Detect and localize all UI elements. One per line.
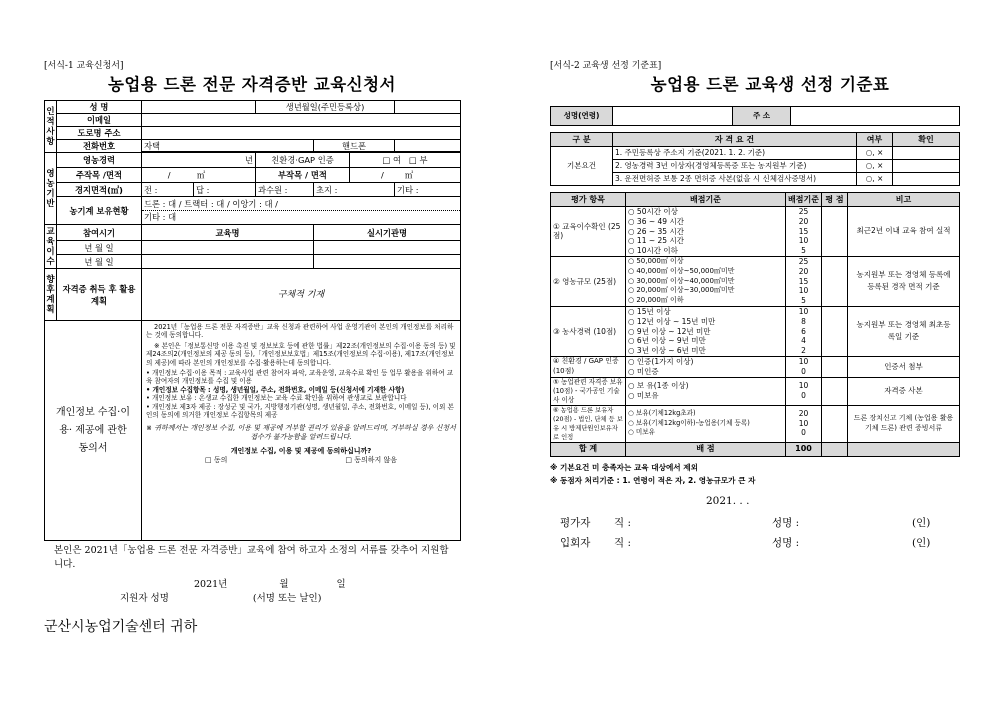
requirement-1-confirm[interactable] [893,147,960,160]
course-label: 교육명 [142,225,314,241]
form2-date: 2021. . . [706,494,750,507]
applicant-info-table [550,106,960,126]
machine-row-1: 드론 : 대 / 트랙터 : 대 / 이앙기 : 대 / [142,198,460,211]
gap-label: 친환경·GAP 인증 [256,153,350,168]
req-header-confirm: 확인 [893,133,960,147]
agency-field-2[interactable] [314,255,461,269]
course-field-2[interactable] [142,255,314,269]
agency-field-1[interactable] [314,241,461,255]
requirement-3: 3. 운전면허증 보통 2종 면허증 사본(없을 시 신체검사증명서) [613,173,857,186]
evaluator-label: 평가자 [560,516,591,529]
evaluator-position[interactable]: 직 : [614,516,632,529]
total-note [848,442,960,456]
requirement-2-check[interactable]: ○, × [857,160,893,173]
career-field[interactable]: 년 [142,153,256,168]
evaluator-name[interactable]: 성명 : [772,516,800,529]
eval-points-2: 25 20 15 10 5 [786,256,822,306]
birth-label: 생년월일(주민등록상) [256,101,395,114]
requirement-1: 1. 주민등록상 주소지 기준(2021. 1. 2. 기준) [613,147,857,160]
email-field[interactable] [142,114,461,127]
requirement-2: 2. 영농경력 3년 이상자(경영체등록증 또는 농지원부 기준) [613,160,857,173]
course-field-1[interactable] [142,241,314,255]
sign-label: (서명 또는 날인) [252,593,322,604]
plan-field[interactable]: 구체적 기재 [142,269,461,321]
sub-crop-field[interactable]: / ㎡ [350,168,461,183]
eval-item-1: ① 교육이수확인 (25점) [551,207,626,257]
attend-date-1[interactable]: 년 월 일 [57,241,142,255]
consent-text [142,321,461,541]
witness-position[interactable]: 직 : [614,536,632,549]
career-label: 영농경력 [57,153,142,168]
application-table [44,100,461,541]
form2-address-field[interactable] [791,107,960,126]
total-eval-score[interactable] [822,442,848,456]
form1-label: [서식-1 교육신청서] [44,61,124,71]
sub-crop-label: 부작목 / 면적 [256,168,350,183]
total-score: 100 [786,442,822,456]
land-label: 경지면적(㎡) [57,183,142,197]
eval-item-4: ④ 친환경 / GAP 인증 (10점) [551,356,626,377]
birth-field[interactable] [395,101,461,114]
eval-header-criteria: 배점기준 [626,193,786,207]
eval-note-2: 농지원부 또는 경영체 등록에 등록된 경작 면적 기준 [848,256,960,306]
application-form [44,60,460,636]
eval-header-points: 배점기준 [786,193,822,207]
date-year: 2021년 [194,579,228,590]
total-label: 합 계 [551,442,626,456]
main-crop-field[interactable]: / ㎡ [142,168,256,183]
requirement-2-confirm[interactable] [893,160,960,173]
name-age-field[interactable] [613,107,733,126]
name-field[interactable] [142,101,256,114]
eval-note-6: 드론 장치신고 기체 (농업용 활용기체 드론) 관련 증빙서류 [848,405,960,442]
consent-bullet-3: • 개인정보 보유 : 온생교 수집한 개인정보는 교육 수료 확인을 위하여 관생교로 보관합니다 [146,394,407,403]
personal-section-label: 인적사항 [45,101,57,153]
attend-label: 참여시기 [57,225,142,241]
eval-score-4[interactable] [822,356,848,377]
consent-question: 개인정보 수집, 이용 및 제공에 동의하십니까? [230,447,372,456]
mobile-field[interactable] [395,140,461,152]
eval-header-score: 평 점 [822,193,848,207]
req-header-status: 여부 [857,133,893,147]
date-month: 월 [279,579,289,590]
eval-item-6: ⑥ 농업용 드론 보유자 (20점) - 법인, 단체 등 보유 시 방제단원인보유자로 인정 [551,405,626,442]
addressee: 군산시농업기술센터 귀하 [44,619,198,635]
consent-bullet-1: • 개인정보 수집·이용 목적 : 교육사업 관련 참여자 파악, 교육운영, 교육수료 확인 등 업무 활용을 위하여 교육 참여자의 개인정보를 수집 및 이용 [146,369,454,386]
eval-criteria-4: ○ 인증(1가지 이상) ○ 미인증 [626,356,786,377]
req-header-category: 구 분 [551,133,613,147]
attend-date-2[interactable]: 년 월 일 [57,255,142,269]
eval-score-2[interactable] [822,256,848,306]
eval-score-6[interactable] [822,405,848,442]
eval-criteria-3: ○ 15년 이상 ○ 12년 이상 ~ 15년 미만 ○ 9년 이상 ~ 12년 미만 ○ 6년 이상 ~ 9년 미만 ○ 3년 이상 ~ 6년 미만 [626,306,786,356]
land-field-etc[interactable]: 기타 : [395,183,461,197]
eval-points-5: 10 0 [786,377,822,405]
farming-section-label: 영농기반 [45,153,57,225]
form1-title: 농업용 드론 전문 자격증반 교육신청서 [107,75,396,94]
phone-label: 전화번호 [57,140,142,153]
machine-row-2: 기타 : 대 [144,211,177,222]
gap-choice[interactable]: □ 여 □ 부 [350,153,461,168]
mobile-label: 핸드폰 [314,140,395,152]
land-field-jeon[interactable]: 전 : [142,183,194,197]
evaluation-table [550,192,960,457]
eval-note-3: 농지원부 또는 경영체 최초등록일 기준 [848,306,960,356]
eval-score-1[interactable] [822,207,848,257]
consent-notice: ※ 귀하께서는 개인정보 수집, 이용 및 제공에 거부할 권리가 있음을 알려드리며, 거부하실 경우 신청서 접수가 불가능함을 알려드립니다. [146,424,456,442]
eval-note-4: 인증서 첨부 [848,356,960,377]
land-field-pasture[interactable]: 초지 : [314,183,395,197]
consent-para-1: 2021년「농업용 드론 전문 자격증반」교육 신청과 관련하여 사업 운영기관이 본인의 개인정보를 처리하는 것에 동의합니다. [146,323,454,340]
land-field-dap[interactable]: 답 : [194,183,256,197]
date-day: 일 [336,579,346,590]
eval-criteria-5: ○ 보 유(1종 이상) ○ 미보유 [626,377,786,405]
witness-label: 입회자 [560,536,591,549]
eval-score-5[interactable] [822,377,848,405]
agency-label: 실시기관명 [314,225,461,241]
home-label: 자택 [144,140,161,151]
form2-label: [서식-2 교육생 선정 기준표] [550,61,662,71]
eval-points-3: 10 8 6 4 2 [786,306,822,356]
statement: 본인은 2021년「농업용 드론 전문 자격증반」교육에 참여 하고자 소정의 서류를 갖추어 지원합니다. [54,545,449,570]
requirement-1-check[interactable]: ○, × [857,147,893,160]
eval-criteria-6: ○ 보유(기체12kg초과) ○ 보유(기체12kg이하)-농업용(기체 등록) ○ 미보유 [626,405,786,442]
footnote-1: ※ 기본요건 미 충족자는 교육 대상에서 제외 [550,462,698,472]
eval-criteria-1: ○ 50시간 이상 ○ 36 ~ 49 시간 ○ 26 ~ 35 시간 ○ 11 ~ 25 시간 ○ 10시간 이하 [626,207,786,257]
name-label: 성 명 [57,101,142,114]
eval-score-3[interactable] [822,306,848,356]
applicant-label: 지원자 성명 [120,593,169,604]
address-label: 도로명 주소 [57,127,142,140]
witness-seal: (인) [912,536,931,549]
plan-section-label: 향후계획 [45,269,57,321]
name-age-label: 성명(연령) [551,107,613,126]
land-field-orchard[interactable]: 과수원 : [256,183,314,197]
agree-checkbox[interactable]: □ 동의 [205,455,228,464]
eval-criteria-2: ○ 50,000㎡ 이상 ○ 40,000㎡ 이상~50,000㎡미만 ○ 30,000㎡ 이상~40,000㎡미만 ○ 20,000㎡ 이상~30,000㎡미만 ○ 20,000㎡ 이하 [626,256,786,306]
eval-item-2: ② 영농규모 (25점) [551,256,626,306]
eval-header-note: 비고 [848,193,960,207]
footnote-2: ※ 동점자 처리기준 : 1. 연령이 적은 자, 2. 영농규모가 큰 자 [550,475,756,485]
address-field[interactable] [142,127,461,140]
requirement-3-check[interactable]: ○, × [857,173,893,186]
eval-item-3: ③ 농사경력 (10점) [551,306,626,356]
main-crop-label: 주작목 /면적 [57,168,142,183]
plan-label: 자격증 취득 후 활용계획 [57,269,142,321]
requirement-3-confirm[interactable] [893,173,960,186]
eval-points-1: 25 20 15 10 5 [786,207,822,257]
consent-bullet-4: • 개인정보 제3자 제공 : 장성군 및 국가, 지방행정기관(성명, 생년월일, 주소, 전화번호, 이메일 등), 이외 본인의 동의에 의거한 개인정보 수집항목의 제공 [146,402,454,420]
form2-address-label: 주 소 [733,107,791,126]
req-group-label: 기본요건 [551,147,613,186]
consent-bullet-2: • 개인정보 수집항목 : 성명, 생년월일, 주소, 전화번호, 이메일 등(신청서에 기재한 사항) [146,385,405,394]
home-phone-field[interactable] [142,140,314,152]
total-mid-label: 배 점 [626,442,786,456]
eval-item-5: ⑤ 농업관련 자격증 보유 (10점) - 국가공인 기술사 이상 [551,377,626,405]
requirements-table [550,132,960,186]
disagree-checkbox[interactable]: □ 동의하지 않음 [345,455,398,464]
eval-points-6: 20 10 0 [786,405,822,442]
email-label: 이메일 [57,114,142,127]
consent-para-2: ※ 본인은「정보통신망 이용 촉진 및 정보보호 등에 관한 법률」제22조(개인정보의 수집·이용 동의 등) 및 제24조의2(개인정보의 제공 동의 등),「개인정보보호법」제15조(개인정보의 수집·이용), 제17조(개인정보의 제공)에 따라 본인의 개인정보를 수집·활용하는데 동의합니다. [146,341,456,367]
eval-note-1: 최근2년 이내 교육 참여 실적 [848,207,960,257]
eval-note-5: 자격증 사본 [848,377,960,405]
evaluator-seal: (인) [912,516,931,529]
consent-label: 개인정보 수집·이용· 제공에 관한 동의서 [45,321,142,541]
machine-field[interactable] [142,197,461,225]
witness-name[interactable]: 성명 : [772,536,800,549]
eval-points-4: 10 0 [786,356,822,377]
selection-criteria-form [550,60,960,555]
eval-header-item: 평가 항목 [551,193,626,207]
education-section-label: 교육이수 [46,226,55,267]
req-header-requirement: 자 격 요 건 [613,133,857,147]
machine-label: 농기계 보유현황 [57,197,142,225]
form2-title: 농업용 드론 교육생 선정 기준표 [650,75,890,94]
